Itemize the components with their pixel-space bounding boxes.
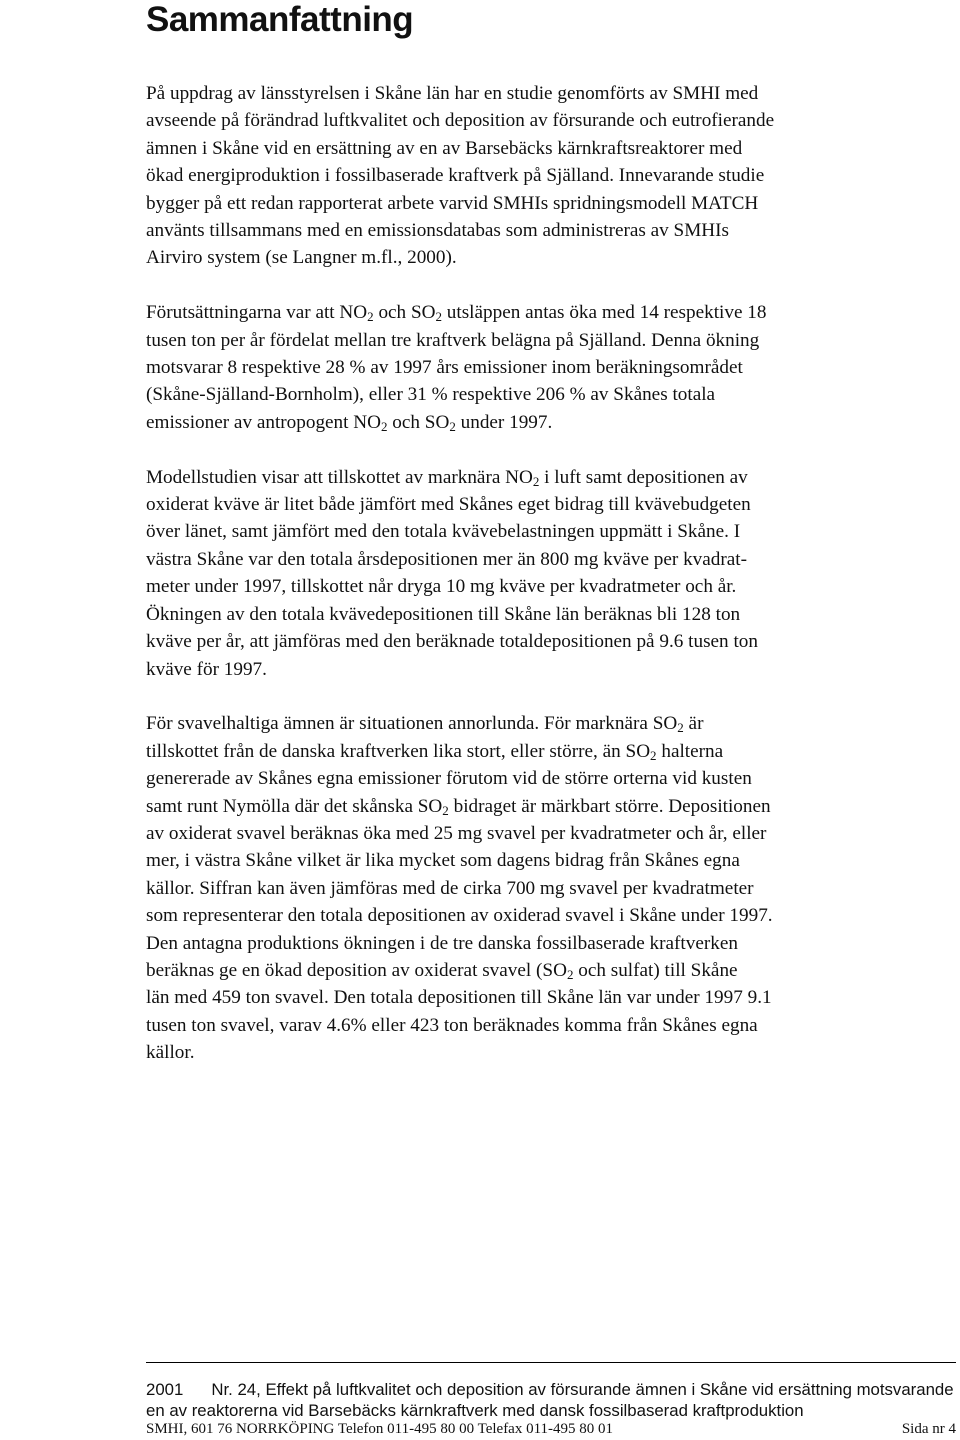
document-body xyxy=(146,80,926,1067)
paragraph-2: Förutsättningarna var att $NO_2$ och $SO_2$ utsläppen antas öka med 14 respektive 18 tusen ton per år fördelat mellan tre kraftverk belägna på Själland. Denna ökning motsvarar 8 respektive 28 % av 1997 års emissioner inom beräkningsområdet (Skåne-Själland-Bornholm), eller 31 % respektive 206 % av Skånes totala emissioner av antropogent $NO_2$ och $SO_2$ under 1997. xyxy=(146,302,767,434)
paragraph-spacer xyxy=(146,436,926,463)
footer-address-line xyxy=(146,1420,956,1438)
paragraph-spacer xyxy=(146,272,926,299)
page-title: Sammanfattning xyxy=(146,0,414,39)
paragraph-1: På uppdrag av länsstyrelsen i Skåne län har en studie genomförts av SMHI med avseende på förändrad luftkvalitet och deposition av försurande och eutrofierande ämnen i Skåne vid en ersättning av en av Barsebäcks kärnkraftsreaktorer med ökad energiproduktion i fossilbaserade kraftverk på Själland. Innevarande studie bygger på ett redan rapporterat arbete varvid SMHIs spridningsmodell MATCH använts tillsammans med en emissionsdatabas som administreras av SMHIs Airviro system (se Langner m.fl., 2000). xyxy=(146,83,775,269)
footer-report-number: Nr. 24 xyxy=(211,1380,257,1399)
paragraph-4: För svavelhaltiga ämnen är situationen annorlunda. För marknära $SO_2$ är tillskottet från de danska kraftverken lika stort, eller större, än $SO_2$ halterna genererade av Skånes egna emissioner förutom vid de större orterna vid kusten samt runt Nymölla där det skånska $SO_2$ bidraget är märkbart större. Depositionen av oxiderat svavel beräknas öka med 25 mg svavel per kvadratmeter och år, eller mer, i västra Skåne vilket är lika mycket som dagens bidrag från Skånes egna källor. Siffran kan även jämföras med de cirka 700 mg svavel per kvadratmeter som representerar den totala depositionen av oxiderad svavel i Skåne under 1997. Den antagna produktions ökningen i de tre danska fossilbaserade kraftverken beräknas ge en ökad deposition av oxiderat svavel ($SO_2$ och sulfat) till Skåne län med 459 ton svavel. Den totala depositionen till Skåne län var under 1997 9.1 tusen ton svavel, varav 4.6% eller 423 ton beräknades komma från Skånes egna källor. xyxy=(146,713,773,1064)
paragraph-spacer xyxy=(146,683,926,710)
paragraph-3: Modellstudien visar att tillskottet av marknära $NO_2$ i luft samt depositionen av oxiderat kväve är litet både jämfört med Skånes eget bidrag till kvävebudgeten över länet, samt jämfört med den totala kvävebelastningen uppmätt i Skåne. I västra Skåne var den totala årsdepositionen mer än 800 mg kväve per kvadrat- meter under 1997, tillskottet når dryga 10 mg kväve per kvadratmeter och år. Ökningen av den totala kvävedepositionen till Skåne län beräknas bli 128 ton kväve per år, att jämföras med den beräknade totaldepositionen på 9.6 tusen ton kväve för 1997. xyxy=(146,466,758,680)
footer-report-title-2: en av reaktorerna vid Barsebäcks kärnkraftverk med dansk fossilbaserad kraftproduktion xyxy=(146,1401,804,1420)
footer-report-title-1: , Effekt på luftkvalitet och deposition av försurande ämnen i Skåne vid ersättning motsvarande xyxy=(256,1380,954,1399)
footer-divider xyxy=(146,1362,956,1363)
footer-year: 2001 xyxy=(146,1380,184,1399)
page-number: Sida nr 4 xyxy=(901,1421,956,1437)
footer-report-line xyxy=(146,1379,956,1400)
footer-address: SMHI, 601 76 NORRKÖPING Telefon 011-495 80 00 Telefax 011-495 80 01 xyxy=(146,1421,614,1437)
